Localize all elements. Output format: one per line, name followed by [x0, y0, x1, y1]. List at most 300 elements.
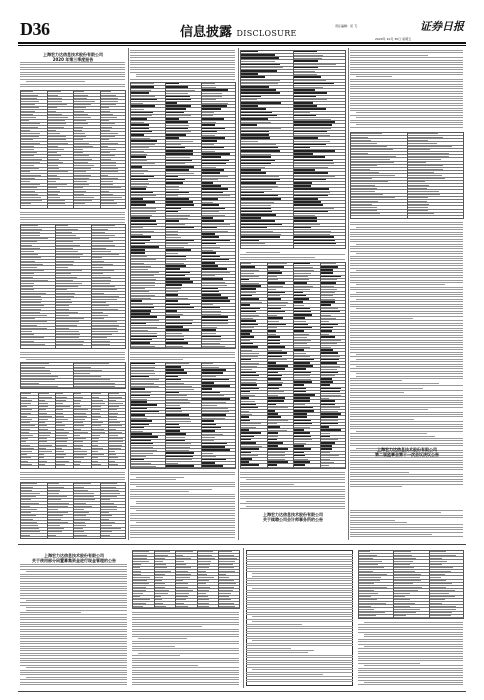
table-cell-text: [166, 386, 192, 387]
text-line: [350, 251, 463, 252]
table-column-rule: [125, 362, 126, 388]
text-line: [350, 277, 463, 278]
table-cell-text: [202, 204, 220, 206]
table-cell-text: [408, 159, 441, 160]
table-cell-text: [131, 105, 155, 107]
text-line: [350, 395, 463, 396]
table-cell-text: [21, 114, 33, 115]
table-cell-text: [268, 330, 277, 332]
table-cell-text: [166, 298, 188, 299]
table-cell-text: [74, 535, 87, 536]
table-cell-text: [101, 194, 114, 195]
table-cell-text: [133, 606, 143, 607]
table-cell-text: [48, 175, 57, 176]
table-cell-text: [74, 483, 91, 484]
table-cell-text: [166, 169, 189, 171]
table-cell-text: [131, 266, 151, 267]
text-line: [364, 622, 463, 623]
table-cell-text: [202, 103, 228, 104]
text-line: [132, 612, 239, 613]
table-cell-text: [21, 264, 43, 265]
text-line: [246, 660, 353, 661]
table-cell-text: [131, 252, 145, 254]
table-cell-text: [131, 275, 154, 276]
bottom-column-4: [358, 548, 464, 688]
table-cell-text: [92, 280, 112, 281]
table-cell-text: [202, 99, 217, 100]
text-line: [246, 628, 353, 629]
table-cell-text: [198, 596, 209, 597]
table-cell-text: [321, 395, 342, 396]
table-cell-text: [39, 419, 48, 420]
table-cell-text: [241, 308, 260, 310]
table-cell-text: [241, 270, 259, 271]
table-cell-text: [21, 376, 58, 377]
text-line: [20, 634, 127, 635]
table-cell-text: [21, 386, 58, 387]
table-cell-text: [56, 435, 66, 436]
text-line: [240, 508, 345, 509]
text-line: [240, 484, 294, 485]
table-cell-text: [408, 143, 437, 144]
table-cell-text: [21, 245, 32, 246]
notice-heading-4: [20, 553, 128, 563]
table-cell-text: [21, 454, 27, 455]
text-line: [130, 525, 235, 526]
text-line: [246, 643, 353, 644]
column-2: [130, 48, 236, 540]
table-cell-text: [21, 143, 40, 144]
table-cell-text: [109, 435, 117, 436]
table-cell-text: [241, 76, 265, 78]
text-line: [350, 460, 463, 461]
table-cell-text: [294, 58, 322, 59]
text-line: [358, 677, 463, 678]
table-cell-text: [92, 232, 106, 233]
table-cell-text: [268, 282, 285, 284]
table-cell-text: [202, 135, 216, 136]
table-cell-text: [351, 213, 380, 214]
text-line: [246, 609, 353, 610]
table-cell-text: [268, 336, 281, 338]
table-cell-text: [268, 276, 278, 277]
text-line: [350, 380, 402, 381]
table-cell-text: [408, 188, 427, 189]
table-cell-text: [166, 243, 187, 244]
text-line: [20, 474, 125, 475]
text-line: [350, 342, 463, 343]
table-cell-text: [241, 411, 249, 412]
table-cell-text: [101, 178, 119, 179]
table-cell-text: [321, 400, 336, 402]
table-cell-text: [74, 413, 86, 414]
table-cell-text: [321, 381, 334, 383]
text-line: [350, 340, 463, 341]
text-line: [130, 515, 235, 516]
table-cell-text: [131, 333, 157, 334]
table-cell-text: [294, 182, 312, 184]
table-cell-text: [74, 509, 84, 510]
text-line: [350, 318, 413, 319]
table-cell-text: [133, 593, 143, 594]
text-line: [246, 672, 353, 673]
text-line: [350, 67, 463, 68]
table-cell-text: [166, 366, 180, 368]
text-line: [246, 571, 353, 572]
table-cell-text: [351, 204, 372, 205]
table-cell-text: [268, 372, 278, 374]
table-cell-text: [321, 433, 330, 434]
table-cell-text: [294, 445, 304, 447]
table-cell-text: [176, 571, 188, 572]
table-cell-text: [430, 564, 442, 565]
text-line: [20, 646, 127, 647]
table-cell-text: [48, 114, 63, 115]
table-cell-text: [56, 441, 66, 442]
table-cell-text: [202, 224, 230, 225]
table-cell-text: [21, 363, 49, 364]
table-cell-text: [166, 153, 192, 155]
table-cell-text: [241, 346, 258, 348]
text-line: [20, 636, 127, 637]
table-cell-text: [74, 454, 87, 455]
table-cell-text: [101, 104, 117, 105]
table-cell-text: [74, 397, 83, 398]
table-cell-text: [202, 87, 216, 88]
table-cell-text: [294, 141, 330, 142]
text-line: [20, 354, 125, 355]
text-line: [20, 62, 125, 63]
table-cell-text: [241, 276, 259, 277]
table-cell-text: [131, 414, 145, 416]
table-cell-text: [321, 369, 338, 370]
text-line: [246, 681, 353, 682]
text-line: [246, 657, 353, 658]
table-cell-text: [109, 413, 117, 414]
table-cell-text: [74, 451, 87, 452]
table-cell-text: [21, 175, 41, 176]
text-line: [20, 660, 127, 661]
table-cell-text: [294, 388, 306, 390]
table-cell-text: [92, 325, 119, 326]
text-line: [132, 636, 239, 637]
table-cell-text: [202, 275, 215, 276]
table-cell-text: [74, 383, 115, 384]
table-cell-text: [408, 181, 425, 182]
text-line: [246, 626, 353, 627]
table-cell-text: [202, 176, 228, 177]
table-cell-text: [176, 555, 183, 556]
table-cell-text: [109, 409, 116, 410]
table-cell-text: [131, 170, 148, 171]
table-cell-text: [48, 136, 67, 137]
text-line: [350, 474, 463, 475]
table-cell-text: [408, 204, 429, 205]
text-line: [350, 428, 463, 429]
notice-heading-3: [350, 447, 464, 457]
table-cell-text: [92, 445, 98, 446]
text-line: [20, 583, 127, 584]
table-cell-text: [166, 342, 187, 344]
table-cell-text: [294, 240, 335, 242]
table-cell-text: [294, 391, 306, 393]
table-cell-text: [131, 217, 150, 219]
table-column-rule: [267, 262, 268, 468]
table-cell-text: [166, 414, 189, 416]
table-cell-text: [92, 429, 104, 430]
table-cell-text: [92, 245, 115, 246]
text-line: [20, 595, 127, 596]
text-line: [350, 64, 463, 65]
table-cell-text: [131, 411, 159, 413]
table-rule: [130, 251, 236, 252]
table-cell-text: [21, 413, 31, 414]
table-cell-text: [131, 291, 149, 292]
text-line: [350, 50, 463, 51]
table-cell-text: [202, 408, 229, 409]
table-cell-text: [21, 438, 28, 439]
table-cell-text: [202, 437, 215, 438]
table-cell-text: [166, 363, 189, 364]
text-line: [20, 674, 127, 675]
table-cell-text: [131, 313, 150, 315]
table-cell-text: [202, 236, 220, 238]
table-cell-text: [359, 612, 385, 613]
table-cell-text: [430, 612, 453, 613]
table-cell-text: [351, 169, 370, 170]
table-cell-text: [131, 259, 156, 260]
table-cell-text: [39, 454, 44, 455]
table-cell-text: [351, 146, 387, 147]
text-line: [240, 472, 345, 473]
table-cell-text: [321, 315, 331, 316]
table-cell-text: [241, 220, 275, 222]
table-cell-text: [21, 152, 37, 153]
table-cell-text: [351, 178, 372, 179]
table-cell-text: [74, 370, 102, 371]
table-cell-text: [321, 266, 338, 268]
table-cell-text: [21, 445, 30, 446]
table-cell-text: [202, 414, 227, 416]
notice-company: 上海宏力达信息技术股份有限公司: [377, 447, 437, 452]
table-cell-text: [219, 567, 233, 568]
column-1: [20, 48, 126, 540]
table-cell-text: [21, 397, 27, 398]
text-line: [350, 347, 463, 348]
table-cell-text: [56, 315, 69, 316]
table-cell-text: [48, 104, 68, 105]
table-cell-text: [321, 388, 341, 390]
table-cell-text: [321, 442, 335, 444]
table-cell-text: [241, 179, 280, 181]
table-cell-text: [241, 372, 256, 374]
table-rule: [240, 248, 346, 249]
table-cell-text: [294, 427, 310, 428]
table-cell-text: [166, 339, 184, 341]
text-line: [246, 612, 353, 613]
table-cell-text: [48, 531, 63, 532]
text-line: [364, 646, 463, 647]
table-cell-text: [39, 457, 45, 458]
text-line: [20, 662, 127, 663]
table-cell-text: [74, 171, 86, 172]
table-cell-text: [166, 336, 183, 337]
table-cell-text: [133, 558, 147, 559]
table-cell-text: [74, 181, 87, 182]
table-column-rule: [108, 392, 109, 468]
text-line: [240, 257, 315, 258]
table-cell-text: [74, 409, 88, 410]
text-line: [246, 568, 353, 569]
text-line: [358, 670, 463, 671]
table-cell-text: [131, 383, 154, 384]
table-cell-text: [101, 515, 113, 516]
text-line: [136, 501, 235, 502]
table-cell-text: [74, 376, 101, 377]
text-line: [20, 566, 127, 567]
table-cell-text: [394, 567, 414, 568]
table-cell-text: [166, 234, 178, 235]
table-cell-text: [219, 551, 232, 552]
table-cell-text: [166, 160, 191, 162]
table-cell-text: [430, 609, 457, 610]
table-cell-text: [131, 327, 157, 328]
table-cell-text: [294, 416, 307, 418]
text-line: [246, 556, 353, 557]
text-line: [246, 602, 353, 603]
table-cell-text: [131, 138, 150, 139]
table-cell-text: [198, 577, 215, 578]
table-cell-text: [109, 454, 116, 455]
table-cell-text: [202, 93, 223, 94]
table-cell-text: [21, 305, 44, 306]
table-cell-text: [268, 384, 283, 386]
table-cell-text: [92, 344, 110, 345]
text-line: [358, 675, 463, 676]
table-cell-text: [131, 279, 156, 280]
table-rule: [20, 272, 126, 273]
table-cell-text: [321, 324, 338, 326]
table-cell-text: [21, 273, 34, 274]
table-cell-text: [101, 91, 111, 92]
table-cell-text: [101, 101, 118, 102]
text-line: [350, 311, 463, 312]
table-cell-text: [92, 464, 102, 465]
table-cell-text: [351, 207, 377, 208]
table-cell-text: [155, 558, 165, 559]
table-cell-text: [21, 257, 41, 258]
table-cell-text: [268, 324, 286, 326]
table-cell-text: [294, 163, 334, 164]
table-cell-text: [101, 162, 116, 163]
table-column-rule: [125, 482, 126, 538]
table-cell-text: [241, 102, 281, 104]
text-line: [240, 503, 345, 504]
table-cell-text: [294, 153, 313, 155]
notice-title: 第二届监事会第十一次会议决议公告: [375, 452, 439, 457]
table-cell-text: [202, 430, 215, 432]
table-cell-text: [48, 191, 61, 192]
table-cell-text: [241, 108, 266, 110]
text-line: [350, 388, 423, 389]
text-line: [350, 265, 463, 266]
table-cell-text: [92, 393, 101, 394]
table-cell-text: [166, 195, 178, 196]
table-cell-text: [48, 165, 58, 166]
table-cell-text: [202, 227, 217, 229]
table-cell-text: [131, 404, 157, 406]
table-cell-text: [198, 561, 212, 562]
table-cell-text: [56, 438, 67, 439]
table-cell-text: [294, 87, 323, 88]
text-line: [350, 280, 463, 281]
table-cell-text: [131, 342, 150, 344]
table-cell-text: [166, 125, 189, 126]
text-line: [350, 239, 463, 240]
table-cell-text: [101, 127, 112, 128]
table-cell-text: [74, 168, 91, 169]
table-cell-text: [268, 400, 285, 402]
table-cell-text: [166, 300, 178, 302]
table-cell-text: [166, 90, 194, 91]
table-cell-text: [166, 333, 181, 334]
text-line: [132, 614, 239, 615]
table-cell-text: [430, 587, 446, 588]
table-cell-text: [101, 136, 115, 137]
text-line: [20, 614, 127, 615]
table-cell-text: [74, 448, 81, 449]
table-cell-text: [166, 198, 189, 200]
table-cell-text: [56, 241, 73, 242]
table-cell-text: [268, 321, 280, 322]
table-cell-text: [241, 92, 280, 94]
text-line: [130, 479, 176, 480]
text-line: [136, 477, 184, 478]
table-cell-text: [131, 272, 159, 273]
table-cell-text: [133, 603, 146, 604]
text-line: [350, 320, 463, 321]
text-line: [350, 55, 428, 56]
table-cell-text: [101, 503, 115, 504]
table-cell-text: [74, 422, 83, 423]
table-cell-text: [56, 419, 68, 420]
table-cell-text: [359, 551, 370, 552]
text-line: [350, 294, 463, 295]
table-cell-text: [321, 343, 337, 344]
table-cell-text: [430, 574, 445, 575]
table-cell-text: [74, 91, 84, 92]
table-cell-text: [268, 416, 281, 418]
table-cell-text: [131, 408, 147, 410]
text-line: [350, 260, 463, 261]
table-cell-text: [241, 57, 279, 59]
table-cell-text: [131, 215, 152, 216]
text-line: [350, 268, 463, 269]
text-line: [240, 474, 345, 475]
notice-company: 上海宏力达信息技术股份有限公司: [43, 52, 103, 57]
text-line: [132, 667, 239, 668]
table-column-rule: [20, 362, 21, 388]
table-column-rule: [55, 224, 56, 348]
table-cell-text: [321, 448, 333, 450]
table-cell-text: [294, 452, 304, 454]
table-cell-text: [101, 120, 109, 121]
table-cell-text: [241, 227, 267, 229]
text-line: [130, 520, 235, 521]
text-line: [20, 219, 125, 220]
table-cell-text: [131, 96, 155, 97]
table-cell-text: [21, 296, 41, 297]
